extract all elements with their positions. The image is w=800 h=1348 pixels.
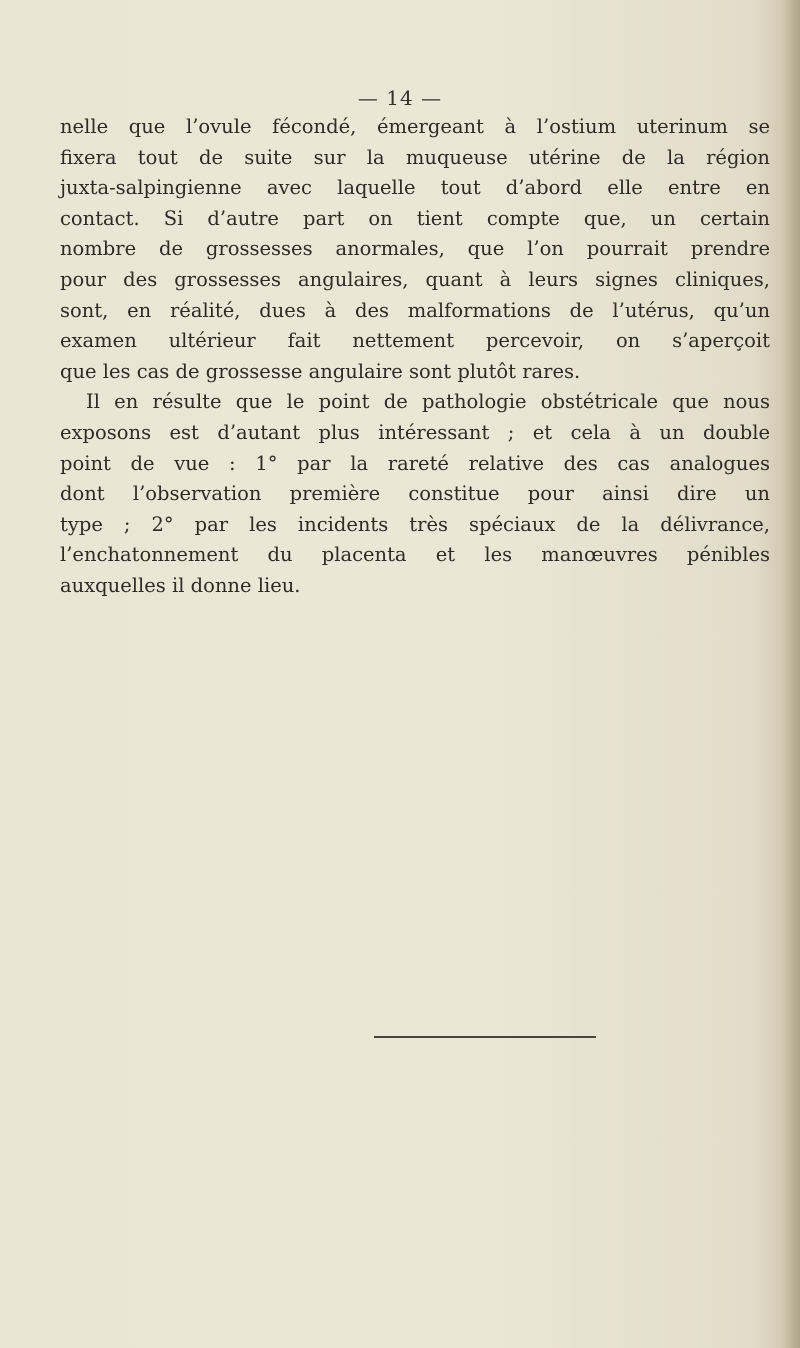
text-line: examen ultérieur fait nettement percevoir, on s’aperçoit	[60, 329, 770, 353]
text-line: auxquelles il donne lieu.	[60, 573, 301, 597]
text-line: fixera tout de suite sur la muqueuse utérine de la région	[60, 145, 770, 169]
text-line: sont, en réalité, dues à des malformations de l’utérus, qu’un	[60, 298, 770, 322]
text-line: type ; 2° par les incidents très spéciaux de la délivrance,	[60, 512, 770, 536]
text-line: nelle que l’ovule fécondé, émergeant à l’ostium uterinum se	[60, 115, 770, 138]
text-line: exposons est d’autant plus intéressant ; et cela à un double	[60, 420, 770, 444]
text-line: Il en résulte que le point de pathologie obstétricale que nous	[86, 390, 770, 414]
text-line: point de vue : 1° par la rareté relative des cas analogues	[60, 451, 770, 475]
section-divider	[374, 1036, 596, 1038]
text-line: nombre de grossesses anormales, que l’on pourrait prendre	[60, 237, 770, 261]
text-line: pour des grossesses angulaires, quant à leurs signes cliniques,	[60, 267, 770, 291]
text-line: que les cas de grossesse angulaire sont plutôt rares.	[60, 359, 581, 383]
page-number: — 14 —	[357, 86, 443, 110]
text-line: juxta-salpingienne avec laquelle tout d’abord elle entre en	[60, 176, 770, 200]
text-line: dont l’observation première constitue pour ainsi dire un	[60, 482, 770, 506]
text-line: contact. Si d’autre part on tient compte que, un certain	[60, 206, 770, 230]
text-line: l’enchatonnement du placenta et les manœuvres pénibles	[60, 543, 770, 567]
body-text	[60, 112, 770, 602]
page-edge-shadow	[782, 0, 800, 1348]
